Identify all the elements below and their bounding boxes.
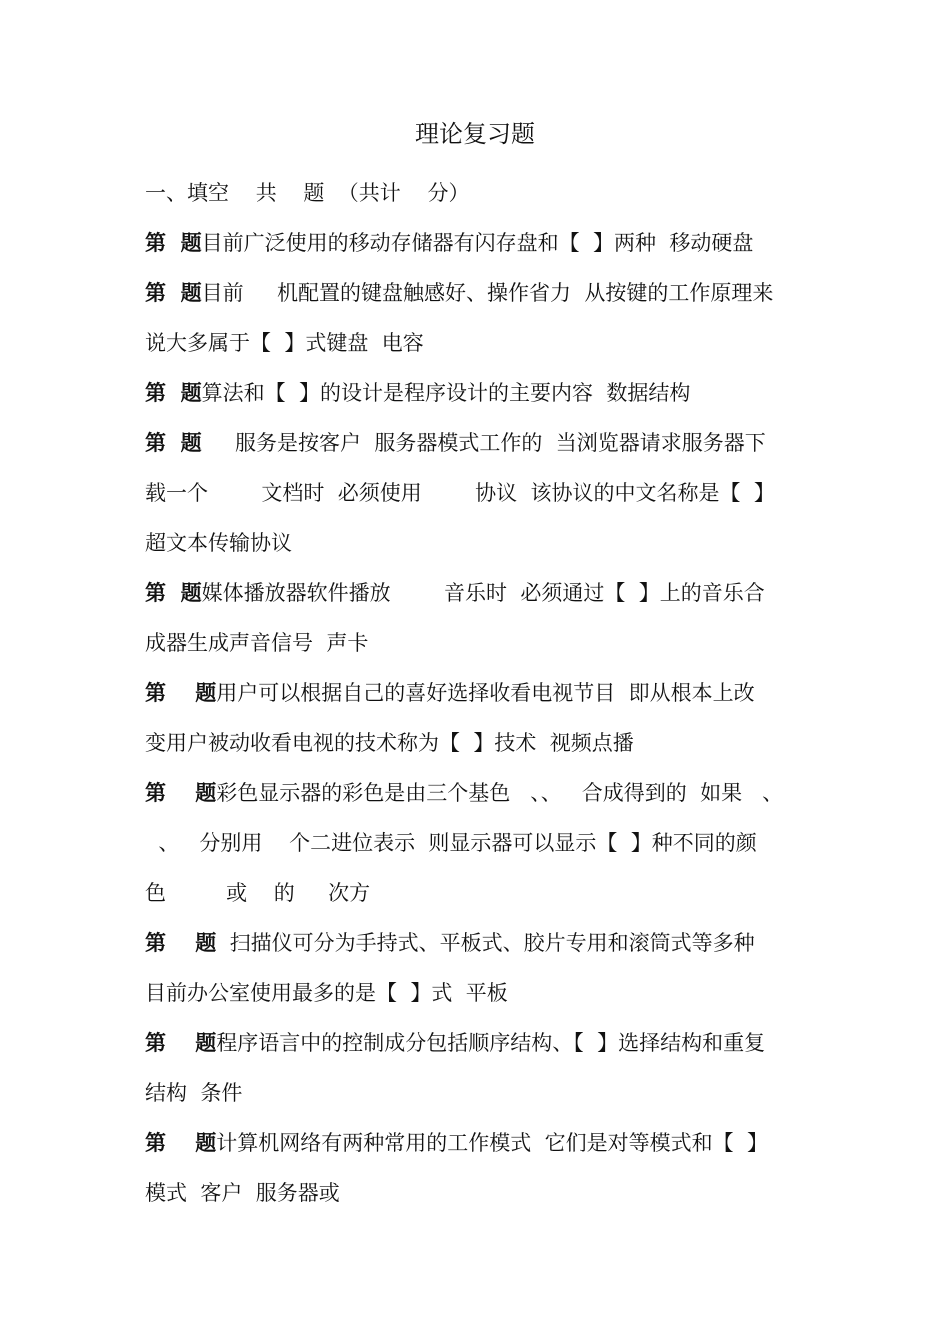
line-text: 一、填空 共 题 （共计 分）	[145, 181, 470, 205]
question-label: 第 题	[145, 680, 217, 705]
line-text: 目前广泛使用的移动存储器有闪存盘和【 】两种 移动硬盘	[201, 231, 754, 255]
text-line	[145, 518, 825, 568]
line-text: 算法和【 】的设计是程序设计的主要内容 数据结构	[201, 381, 691, 405]
document-body	[145, 168, 825, 1218]
line-text: 、 分别用 个二进位表示 则显示器可以显示【 】种不同的颜	[145, 831, 757, 855]
line-text: 彩色显示器的彩色是由三个基色 、、 合成得到的 如果 、	[216, 781, 784, 805]
question-label: 第 题	[145, 1030, 217, 1055]
line-text: 媒体播放器软件播放 音乐时 必须通过【 】上的音乐合	[201, 581, 765, 605]
text-line	[145, 718, 825, 768]
question-label: 第 题	[145, 780, 217, 805]
document-title: 理论复习题	[415, 120, 535, 148]
text-line	[145, 568, 825, 618]
line-text: 色 或 的 次方	[145, 881, 371, 905]
text-line	[145, 968, 825, 1018]
line-text: 服务是按客户 服务器模式工作的 当浏览器请求服务器下	[201, 431, 766, 455]
text-line	[145, 418, 825, 468]
line-text: 载一个 文档时 必须使用 协议 该协议的中文名称是【 】	[145, 481, 775, 505]
line-text: 扫描仪可分为手持式、平板式、胶片专用和滚筒式等多种	[216, 931, 755, 955]
text-line	[145, 868, 825, 918]
text-line	[145, 768, 825, 818]
line-text: 说大多属于【 】式键盘 电容	[145, 331, 424, 355]
line-text: 用户可以根据自己的喜好选择收看电视节目 即从根本上改	[216, 681, 755, 705]
text-line	[145, 218, 825, 268]
text-line	[145, 918, 825, 968]
line-text: 超文本传输协议	[145, 531, 292, 555]
text-line	[145, 1018, 825, 1068]
text-line	[145, 368, 825, 418]
text-line	[145, 668, 825, 718]
line-text: 结构 条件	[145, 1081, 243, 1105]
line-text: 计算机网络有两种常用的工作模式 它们是对等模式和【 】	[216, 1131, 768, 1155]
question-label: 第 题	[145, 1130, 217, 1155]
text-line	[145, 618, 825, 668]
line-text: 程序语言中的控制成分包括顺序结构、【 】选择结构和重复	[216, 1031, 766, 1055]
text-line	[145, 318, 825, 368]
question-label: 第 题	[145, 930, 217, 955]
line-text: 目前 机配置的键盘触感好、操作省力 从按键的工作原理来	[201, 281, 774, 305]
question-label: 第 题	[145, 430, 202, 455]
text-line	[145, 268, 825, 318]
text-line	[145, 468, 825, 518]
text-line	[145, 1168, 825, 1218]
question-label: 第 题	[145, 580, 202, 605]
text-line	[145, 1118, 825, 1168]
line-text: 变用户被动收看电视的技术称为【 】技术 视频点播	[145, 731, 634, 755]
question-label: 第 题	[145, 380, 202, 405]
text-line	[145, 1068, 825, 1118]
question-label: 第 题	[145, 280, 202, 305]
line-text: 模式 客户 服务器或	[145, 1181, 340, 1205]
text-line	[145, 818, 825, 868]
line-text: 成器生成声音信号 声卡	[145, 631, 369, 655]
question-label: 第 题	[145, 230, 202, 255]
line-text: 目前办公室使用最多的是【 】式 平板	[145, 981, 508, 1005]
text-line	[145, 168, 825, 218]
